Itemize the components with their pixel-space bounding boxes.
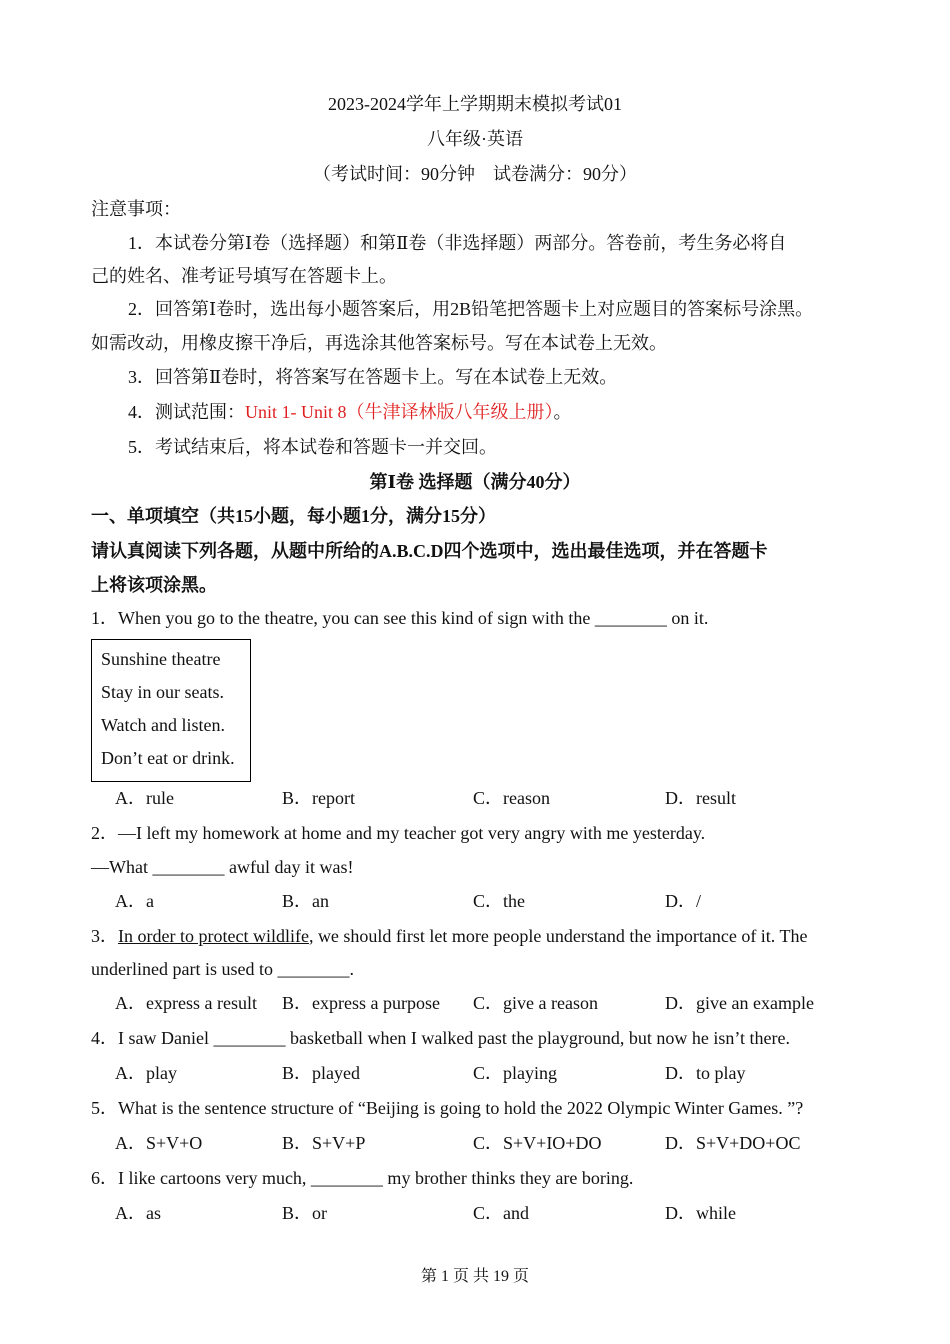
question-3-stem-line-1 — [91, 924, 807, 948]
test-range: Unit 1- Unit 8（牛津译林版八年级上册） — [245, 402, 554, 422]
question-2-stem-line-1: 2．—I left my homework at home and my teacher got very angry with me yesterday. — [91, 823, 706, 843]
question-4-stem: 4．I saw Daniel ________ basketball when I walked past the playground, but now he isn’t there. — [91, 1028, 791, 1048]
question-2-option-c: C．the — [473, 891, 525, 911]
note-4-prefix: 4．测试范围： — [128, 402, 245, 422]
section-title: 第Ⅰ卷 选择题（满分40分） — [369, 472, 581, 492]
part-title: 一、单项填空（共15小题，每小题1分，满分15分） — [91, 506, 496, 526]
note-1-line-1: 1．本试卷分第Ⅰ卷（选择题）和第Ⅱ卷（非选择题）两部分。答卷前，考生务必将自 — [128, 233, 787, 253]
question-1-stem: 1．When you go to the theatre, you can see this kind of sign with the ________ on it. — [91, 608, 709, 628]
sign-line: Stay in our seats. — [101, 682, 224, 702]
question-5-option-b: B．S+V+P — [282, 1133, 366, 1153]
question-4-option-c: C．playing — [473, 1063, 557, 1083]
question-2-option-b: B．an — [282, 891, 329, 911]
theatre-sign — [91, 639, 251, 782]
question-3-option-d: D．give an example — [665, 993, 814, 1013]
notes-heading: 注意事项： — [91, 199, 181, 219]
note-3: 3．回答第Ⅱ卷时，将答案写在答题卡上。写在本试卷上无效。 — [128, 367, 618, 387]
question-6-stem: 6．I like cartoons very much, ________ my brother thinks they are boring. — [91, 1168, 634, 1188]
sign-line: Sunshine theatre — [101, 649, 221, 669]
note-2-line-2: 如需改动，用橡皮擦干净后，再选涂其他答案标号。写在本试卷上无效。 — [91, 333, 667, 353]
note-1-line-2: 己的姓名、准考证号填写在答题卡上。 — [91, 266, 397, 286]
note-2-line-1: 2．回答第Ⅰ卷时，选出每小题答案后，用2B铅笔把答题卡上对应题目的答案标号涂黑。 — [128, 299, 814, 319]
underlined-phrase: In order to protect wildlife — [118, 926, 309, 946]
question-4-option-d: D．to play — [665, 1063, 746, 1083]
question-5-stem: 5．What is the sentence structure of “Beijing is going to hold the 2022 Olympic Winter Games. ”? — [91, 1098, 804, 1118]
exam-title: 2023-2024学年上学期期末模拟考试01 — [328, 94, 622, 114]
question-3-number: 3． — [91, 926, 118, 946]
instruction-line-1: 请认真阅读下列各题，从题中所给的A.B.C.D四个选项中，选出最佳选项，并在答题卡 — [91, 541, 768, 561]
question-3-option-c: C．give a reason — [473, 993, 598, 1013]
question-1-option-c: C．reason — [473, 788, 550, 808]
exam-info: （考试时间：90分钟 试卷满分：90分） — [313, 164, 637, 184]
question-1-option-d: D．result — [665, 788, 736, 808]
question-6-option-c: C．and — [473, 1203, 529, 1223]
question-6-option-b: B．or — [282, 1203, 327, 1223]
question-3-stem-line-2: underlined part is used to ________. — [91, 959, 354, 979]
question-2-option-a: A．a — [115, 891, 154, 911]
note-4-suffix: 。 — [553, 402, 572, 422]
question-1-option-b: B．report — [282, 788, 355, 808]
question-5-option-d: D．S+V+DO+OC — [665, 1133, 801, 1153]
question-6-option-a: A．as — [115, 1203, 161, 1223]
question-3-option-a: A．express a result — [115, 993, 257, 1013]
question-3-option-b: B．express a purpose — [282, 993, 440, 1013]
question-6-option-d: D．while — [665, 1203, 736, 1223]
question-4-option-b: B．played — [282, 1063, 360, 1083]
exam-subtitle: 八年级·英语 — [427, 129, 523, 149]
question-2-stem-line-2: —What ________ awful day it was! — [91, 857, 354, 877]
question-5-option-c: C．S+V+IO+DO — [473, 1133, 602, 1153]
page-footer: 第 1 页 共 19 页 — [420, 1268, 529, 1285]
note-5: 5．考试结束后，将本试卷和答题卡一并交回。 — [128, 437, 497, 457]
question-1-option-a: A．rule — [115, 788, 174, 808]
sign-line: Watch and listen. — [101, 715, 226, 735]
question-5-option-a: A．S+V+O — [115, 1133, 203, 1153]
note-4 — [128, 400, 572, 424]
question-4-option-a: A．play — [115, 1063, 177, 1083]
sign-line: Don’t eat or drink. — [101, 748, 235, 768]
question-2-option-d: D．/ — [665, 891, 701, 911]
question-3-stem-rest: , we should first let more people understand the importance of it. The — [308, 926, 808, 946]
instruction-line-2: 上将该项涂黑。 — [91, 575, 217, 595]
